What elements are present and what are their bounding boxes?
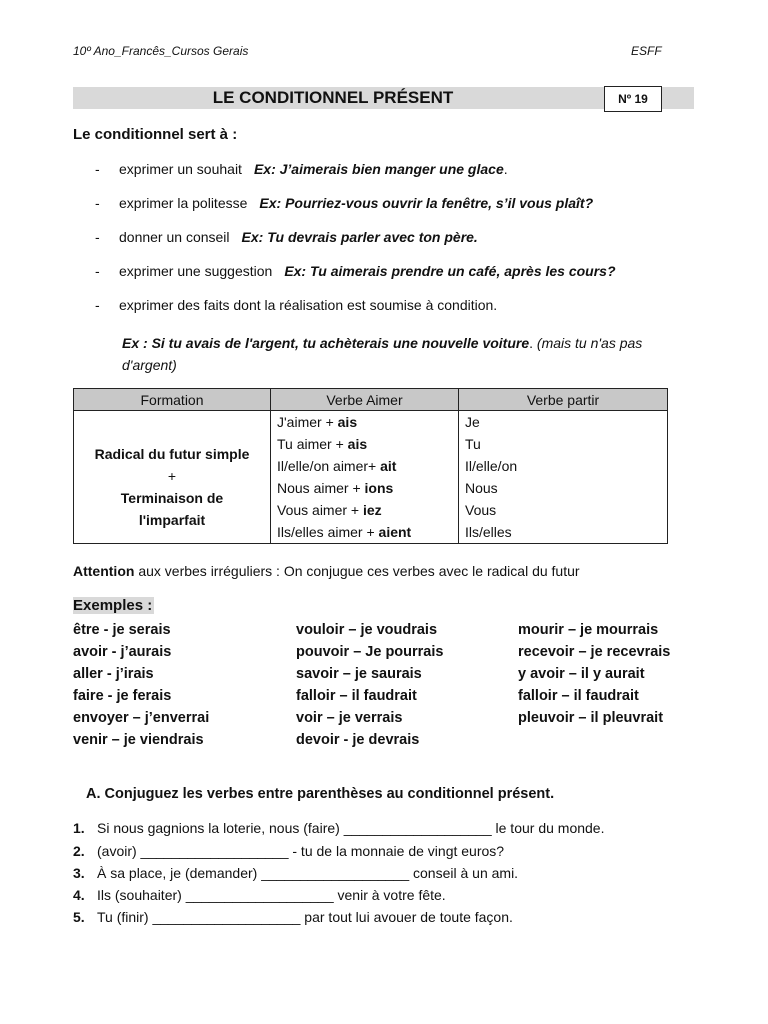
irregular-verb: vouloir – je voudrais — [296, 622, 438, 638]
irregular-verb: savoir – je saurais — [296, 666, 422, 682]
bullet-dash: - — [95, 195, 100, 211]
bullet-dash: - — [95, 229, 100, 245]
use-item — [95, 263, 616, 283]
page-title: LE CONDITIONNEL PRÉSENT — [212, 88, 454, 107]
irregular-column-3 — [518, 619, 670, 729]
use-text: exprimer des faits dont la réalisation est soumise à condition. — [119, 297, 498, 313]
formation-line: + — [167, 468, 177, 484]
worksheet-number: Nº 19 — [604, 86, 662, 112]
table-header-row — [74, 389, 668, 411]
attention-label: Attention — [73, 563, 135, 579]
exercise-number: 1. — [73, 820, 85, 836]
irregular-verb: pleuvoir – il pleuvrait — [518, 710, 664, 726]
formation-line: Terminaison de — [120, 490, 224, 506]
use-text: donner un conseil — [119, 229, 230, 245]
use-text: exprimer une suggestion — [119, 263, 273, 279]
table-header: Verbe Aimer — [271, 389, 459, 411]
formation-table — [73, 388, 668, 544]
irregular-verb: être - je serais — [73, 622, 171, 638]
table-header: Formation — [74, 389, 271, 411]
condition-example-sentence: Ex : Si tu avais de l'argent, tu achèterais une nouvelle voiture — [122, 335, 530, 351]
irregular-verb: avoir - j’aurais — [73, 644, 172, 660]
exercise-text: Si nous gagnions la loterie, nous (faire) ___________________ le tour du monde. — [97, 820, 605, 836]
conj-ending: ait — [380, 458, 397, 474]
conj-base: Nous aimer + — [277, 480, 365, 496]
irregular-verb: falloir – il faudrait — [518, 688, 639, 704]
conj-ending: iez — [363, 502, 382, 518]
irregular-verb: devoir - je devrais — [296, 732, 420, 748]
pronoun-line: Ils/elles — [465, 524, 512, 540]
conj-ending: ais — [347, 436, 368, 452]
intro-heading: Le conditionnel sert à : — [73, 126, 238, 143]
exercise-item — [73, 843, 504, 863]
exercise-number: 3. — [73, 865, 85, 881]
exercise-number: 5. — [73, 909, 85, 925]
exercise-text: À sa place, je (demander) ___________________ conseil à un ami. — [97, 865, 519, 881]
formation-line: l'imparfait — [138, 512, 206, 528]
use-item — [95, 195, 593, 215]
bullet-dash: - — [95, 297, 100, 313]
conj-base: Vous aimer + — [277, 502, 363, 518]
irregular-verb: envoyer – j’enverrai — [73, 710, 210, 726]
pronoun-line: Nous — [465, 480, 498, 496]
table-row — [74, 411, 668, 544]
exercise-item — [73, 909, 513, 929]
formation-cell — [74, 411, 271, 544]
formation-line: Radical du futur simple — [94, 446, 250, 462]
aimer-cell — [271, 411, 459, 544]
pronoun-line: Vous — [465, 502, 497, 518]
irregular-verb: pouvoir – Je pourrais — [296, 644, 444, 660]
condition-example-note: (mais tu n'as pas d'argent) — [122, 335, 643, 373]
condition-example-punct: . — [529, 335, 537, 351]
conj-base: Il/elle/on aimer+ — [277, 458, 381, 474]
exercise-item — [73, 865, 518, 885]
conjugation-line — [271, 411, 458, 433]
use-item — [95, 229, 478, 249]
conj-base: J'aimer + — [277, 414, 338, 430]
conj-base: Tu aimer + — [277, 436, 348, 452]
exemples-label: Exemples : — [73, 597, 153, 614]
irregular-verb: mourir – je mourrais — [518, 622, 659, 638]
conj-base: Ils/elles aimer + — [277, 524, 379, 540]
conjugation-line — [271, 455, 458, 477]
use-text: exprimer un souhait — [119, 161, 242, 177]
use-example: Ex: J’aimerais bien manger une glace — [253, 161, 504, 177]
irregular-verb: falloir – il faudrait — [296, 688, 417, 704]
pronoun-line: Il/elle/on — [465, 458, 518, 474]
header-course: 10º Ano_Francês_Cursos Gerais — [73, 44, 249, 58]
use-example: Ex: Pourriez-vous ouvrir la fenêtre, s’il vous plaît? — [259, 195, 594, 211]
condition-example — [122, 332, 682, 376]
exercise-title: A. Conjuguez les verbes entre parenthèses au conditionnel présent. — [86, 786, 555, 802]
irregular-verb: voir – je verrais — [296, 710, 403, 726]
pronoun-line: Tu — [465, 436, 481, 452]
use-item — [95, 297, 497, 317]
conj-ending: aient — [378, 524, 412, 540]
conj-ending: ais — [337, 414, 358, 430]
exercise-text: Tu (finir) ___________________ par tout lui avouer de toute façon. — [97, 909, 513, 925]
irregular-column-2 — [296, 619, 443, 751]
use-text: exprimer la politesse — [119, 195, 248, 211]
exercise-item — [73, 887, 446, 907]
partir-cell — [459, 411, 668, 544]
conjugation-line — [271, 433, 458, 455]
bullet-dash: - — [95, 161, 100, 177]
bullet-dash: - — [95, 263, 100, 279]
conjugation-line — [271, 477, 458, 499]
exercise-number: 4. — [73, 887, 85, 903]
irregular-verb: y avoir – il y aurait — [518, 666, 645, 682]
exercise-number: 2. — [73, 843, 85, 859]
header-school: ESFF — [631, 44, 662, 58]
exercise-text: (avoir) ___________________ - tu de la monnaie de vingt euros? — [97, 843, 505, 859]
exercise-text: Ils (souhaiter) ___________________ venir à votre fête. — [97, 887, 446, 903]
use-tail: . — [503, 161, 508, 177]
table-header: Verbe partir — [459, 389, 668, 411]
conj-ending: ions — [364, 480, 394, 496]
conjugation-line — [271, 499, 458, 521]
exercise-item — [73, 820, 604, 840]
conjugation-line — [271, 521, 458, 543]
irregular-verb: venir – je viendrais — [73, 732, 204, 748]
irregular-column-1 — [73, 619, 209, 751]
use-example: Ex: Tu devrais parler avec ton père. — [241, 229, 478, 245]
use-item — [95, 161, 508, 181]
irregular-verb: recevoir – je recevrais — [518, 644, 671, 660]
attention-note — [73, 563, 580, 579]
use-example: Ex: Tu aimerais prendre un café, après les cours? — [284, 263, 616, 279]
attention-text: aux verbes irréguliers : On conjugue ces verbes avec le radical du futur — [134, 563, 580, 579]
pronoun-line: Je — [465, 414, 480, 430]
irregular-verb: aller - j’irais — [73, 666, 154, 682]
irregular-verb: faire - je ferais — [73, 688, 172, 704]
